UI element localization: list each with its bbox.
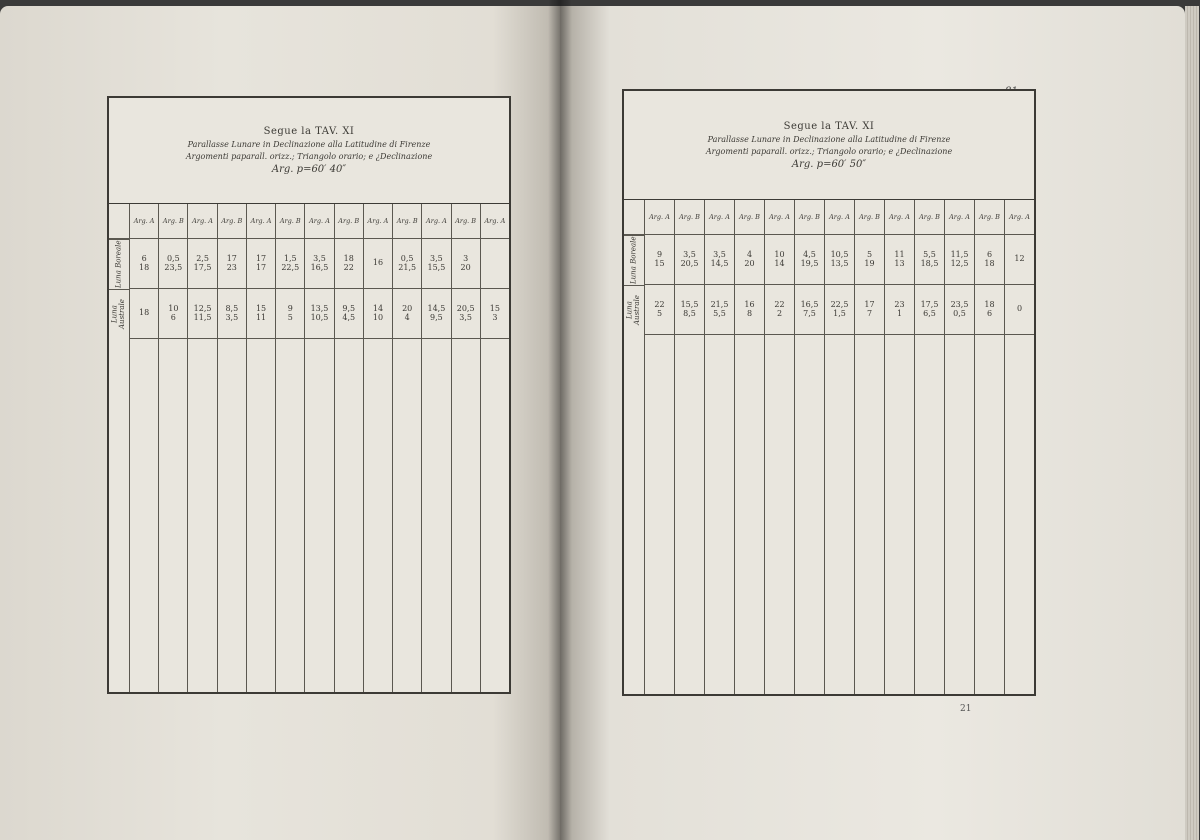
column-header: Arg. A xyxy=(824,200,854,235)
boreale-value: 4 20 xyxy=(734,235,764,285)
right-arg-value: Arg. p=60′ 50″ xyxy=(791,158,867,170)
boreale-value: 16 xyxy=(363,239,392,289)
australe-value: 12,5 11,5 xyxy=(187,289,216,339)
row-label-australe: Luna Australe xyxy=(109,289,129,339)
column-header: Arg. A xyxy=(1004,200,1034,235)
left-page xyxy=(0,6,560,840)
table-body-column xyxy=(914,335,944,694)
column-header: Arg. A xyxy=(187,204,216,239)
column-header: Arg. A xyxy=(129,204,158,239)
australe-value: 15 11 xyxy=(246,289,275,339)
left-subtitle: Parallasse Lunare in Declinazione alla Latitudine di Firenze xyxy=(187,140,431,149)
australe-value: 15,5 8,5 xyxy=(674,285,704,335)
row-label-boreale: Luna Boreale xyxy=(624,235,644,285)
australe-value: 14,5 9,5 xyxy=(421,289,450,339)
table-body-column xyxy=(480,339,509,692)
boreale-value xyxy=(480,239,509,289)
column-header: Arg. A xyxy=(363,204,392,239)
boreale-value: 17 17 xyxy=(246,239,275,289)
column-header: Arg. B xyxy=(334,204,363,239)
table-body-column xyxy=(734,335,764,694)
boreale-value: 11 13 xyxy=(884,235,914,285)
australe-value: 16,5 7,5 xyxy=(794,285,824,335)
australe-value: 16 8 xyxy=(734,285,764,335)
boreale-value: 0,5 21,5 xyxy=(392,239,421,289)
signature-mark: 21 xyxy=(960,704,972,714)
right-data-grid xyxy=(624,200,1034,694)
boreale-value: 5,5 18,5 xyxy=(914,235,944,285)
boreale-value: 4,5 19,5 xyxy=(794,235,824,285)
australe-value: 22 2 xyxy=(764,285,794,335)
boreale-value: 10 14 xyxy=(764,235,794,285)
australe-value: 22 5 xyxy=(644,285,674,335)
row-label-australe: Luna Australe xyxy=(624,285,644,335)
row-label-boreale: Luna Boreale xyxy=(109,239,129,289)
boreale-value: 2,5 17,5 xyxy=(187,239,216,289)
left-arg-value: Arg. p=60′ 40″ xyxy=(271,164,347,175)
row-index-column xyxy=(624,335,644,694)
table-body-column xyxy=(246,339,275,692)
australe-value: 18 xyxy=(129,289,158,339)
australe-value: 9,5 4,5 xyxy=(334,289,363,339)
column-header: Arg. A xyxy=(884,200,914,235)
right-table-header xyxy=(624,91,1034,200)
column-header: Arg. A xyxy=(944,200,974,235)
boreale-value: 18 22 xyxy=(334,239,363,289)
table-body-column xyxy=(764,335,794,694)
boreale-value: 3,5 20,5 xyxy=(674,235,704,285)
corner-cell xyxy=(624,200,644,235)
boreale-value: 11,5 12,5 xyxy=(944,235,974,285)
table-body-column xyxy=(824,335,854,694)
table-body-column xyxy=(392,339,421,692)
boreale-value: 9 15 xyxy=(644,235,674,285)
table-body-column xyxy=(1004,335,1034,694)
column-header: Arg. A xyxy=(764,200,794,235)
column-header: Arg. A xyxy=(704,200,734,235)
right-subtitle: Parallasse Lunare in Declinazione alla Latitudine di Firenze xyxy=(707,134,951,144)
column-header: Arg. B xyxy=(854,200,884,235)
left-arguments-line: Argomenti paparall. orizz.; Triangolo orario; e ¿Declinazione xyxy=(185,152,433,161)
column-header: Arg. B xyxy=(158,204,187,239)
australe-value: 13,5 10,5 xyxy=(304,289,333,339)
boreale-value: 6 18 xyxy=(974,235,1004,285)
column-header: Arg. B xyxy=(914,200,944,235)
column-header: Arg. B xyxy=(217,204,246,239)
column-header: Arg. B xyxy=(275,204,304,239)
table-body-column xyxy=(854,335,884,694)
boreale-value: 10,5 13,5 xyxy=(824,235,854,285)
table-body-column xyxy=(334,339,363,692)
table-body-column xyxy=(974,335,1004,694)
column-header: Arg. A xyxy=(246,204,275,239)
row-index-column xyxy=(109,339,129,692)
table-body-column xyxy=(304,339,333,692)
table-body-column xyxy=(704,335,734,694)
table-body-column xyxy=(944,335,974,694)
right-title: Segue la TAV. XI xyxy=(783,120,875,132)
book-fore-edge xyxy=(1185,6,1199,840)
left-title: Segue la TAV. XI xyxy=(263,126,355,137)
australe-value: 8,5 3,5 xyxy=(217,289,246,339)
table-body-column xyxy=(421,339,450,692)
australe-value: 9 5 xyxy=(275,289,304,339)
australe-value: 0 xyxy=(1004,285,1034,335)
boreale-value: 3 20 xyxy=(451,239,480,289)
australe-value: 15 3 xyxy=(480,289,509,339)
right-arguments-line: Argomenti paparall. orizz.; Triangolo orario; e ¿Declinazione xyxy=(705,146,953,156)
australe-value: 20 4 xyxy=(392,289,421,339)
column-header: Arg. B xyxy=(674,200,704,235)
boreale-value: 3,5 16,5 xyxy=(304,239,333,289)
australe-value: 14 10 xyxy=(363,289,392,339)
australe-value: 23 1 xyxy=(884,285,914,335)
column-header: Arg. B xyxy=(392,204,421,239)
table-body-column xyxy=(451,339,480,692)
boreale-value: 0,5 23,5 xyxy=(158,239,187,289)
table-body-column xyxy=(275,339,304,692)
boreale-value: 12 xyxy=(1004,235,1034,285)
boreale-value: 17 23 xyxy=(217,239,246,289)
column-header: Arg. A xyxy=(644,200,674,235)
corner-cell xyxy=(109,204,129,239)
table-body-column xyxy=(674,335,704,694)
boreale-value: 3,5 15,5 xyxy=(421,239,450,289)
boreale-value: 6 18 xyxy=(129,239,158,289)
table-body-column xyxy=(644,335,674,694)
column-header: Arg. B xyxy=(734,200,764,235)
australe-value: 17,5 6,5 xyxy=(914,285,944,335)
australe-value: 17 7 xyxy=(854,285,884,335)
table-body-column xyxy=(884,335,914,694)
book-gutter-shadow xyxy=(548,0,572,840)
left-table-header xyxy=(109,98,509,204)
right-page xyxy=(560,6,1185,840)
column-header: Arg. B xyxy=(974,200,1004,235)
column-header: Arg. B xyxy=(451,204,480,239)
australe-value: 18 6 xyxy=(974,285,1004,335)
left-table xyxy=(107,96,511,694)
australe-value: 22,5 1,5 xyxy=(824,285,854,335)
left-data-grid xyxy=(109,204,509,692)
column-header: Arg. B xyxy=(794,200,824,235)
column-header: Arg. A xyxy=(304,204,333,239)
australe-value: 23,5 0,5 xyxy=(944,285,974,335)
australe-value: 10 6 xyxy=(158,289,187,339)
table-body-column xyxy=(129,339,158,692)
australe-value: 20,5 3,5 xyxy=(451,289,480,339)
boreale-value: 3,5 14,5 xyxy=(704,235,734,285)
table-body-column xyxy=(217,339,246,692)
column-header: Arg. A xyxy=(480,204,509,239)
table-body-column xyxy=(363,339,392,692)
table-body-column xyxy=(187,339,216,692)
column-header: Arg. A xyxy=(421,204,450,239)
boreale-value: 1,5 22,5 xyxy=(275,239,304,289)
right-table xyxy=(622,89,1036,696)
table-body-column xyxy=(158,339,187,692)
australe-value: 21,5 5,5 xyxy=(704,285,734,335)
table-body-column xyxy=(794,335,824,694)
boreale-value: 5 19 xyxy=(854,235,884,285)
